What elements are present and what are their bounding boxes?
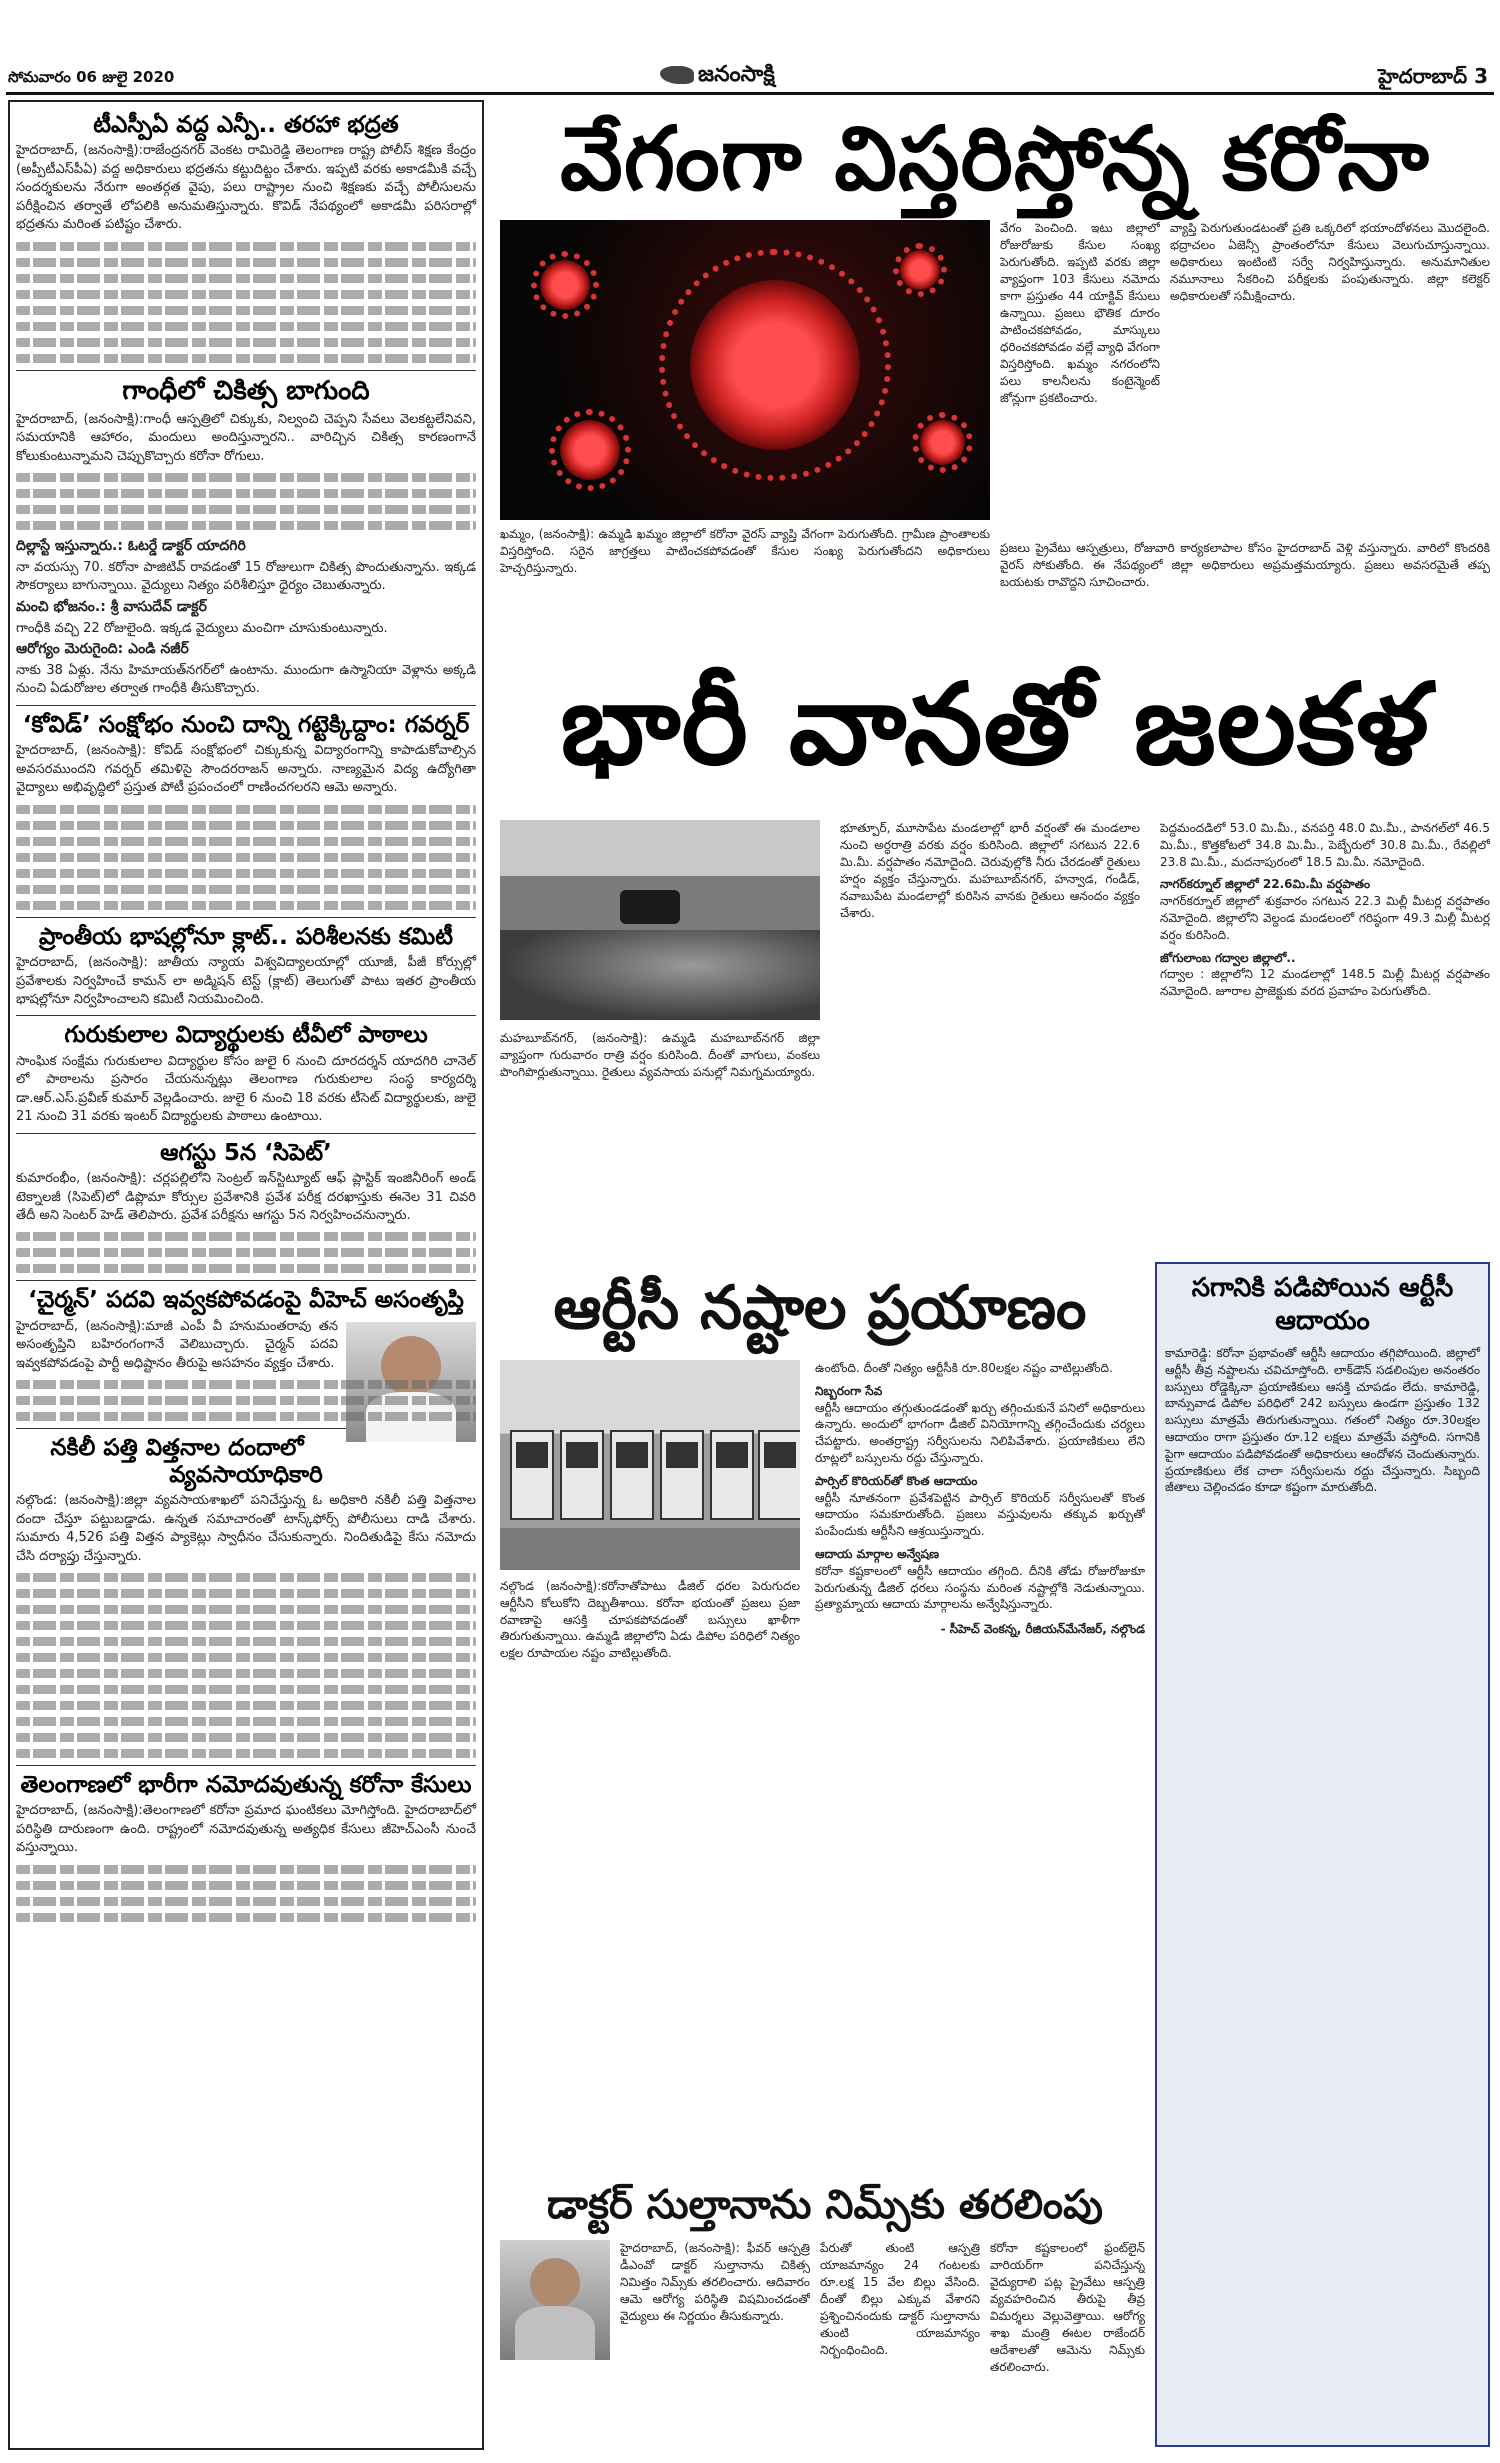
article-title: తెలంగాణలో భారీగా నమోదవుతున్న కరోనా కేసులు [16, 1765, 476, 1798]
rtc-byline: - సీహెచ్‌ వెంకన్న, రీజియన్‌మేనేజర్‌, నల్గొండ [940, 1622, 1145, 1637]
article-subhead: దిల్లాస్టే ఇస్తున్నారు.: ఓటర్డే డాక్టర్ యాదగిరి [16, 537, 246, 554]
rtc-caption: నల్గొండ (జనంసాక్షి):కరోనాతోపాటు డీజిల్‌ ధరల పెరుగుదల ఆర్టీసీని కోలుకోని దెబ్బతీశాయి. కరోనా భయంతో ప్రజలు ప్రజా రవాణాపై ఆసక్తి చూపకపోవడంతో బస్సులు ఖాళీగా తిరుగుతున్నాయి. ఉమ్మడి జిల్లాలోని ఏడు డిపోల పరిధిలో నిత్యం లక్షల రూపాయల నష్టం వాటిల్లుతోంది. [500, 1579, 800, 1661]
article-title: టీఎస్పీఏ వద్ద ఎన్పీ.. తరహా భద్రత [93, 112, 399, 138]
rtc-subhead: నిబ్బరంగా సేవ [815, 1383, 883, 1398]
paper-logo [660, 62, 775, 92]
rtc-sidebox [1155, 1262, 1490, 2447]
headline-rtc: ఆర్టీసీ నష్టాల ప్రయాణం [553, 1273, 1087, 1343]
corona-text-col-3: ప్రజలు ప్రైవేటు ఆస్పత్రులు, రోజువారి కార్యకలాపాల కోసం హైదరాబాద్‌ వెళ్లి వస్తున్నారు. వారిలో కొందరికి వైరస్‌ సోకుతోంది. ఈ నేపథ్యంలో జిల్లా అధికారులు అప్రమత్తమయ్యారు. ప్రజలు అవసరమైతే తప్ప బయటకు రావొద్దని సూచించారు. [1000, 541, 1490, 590]
article-body: నా వయస్సు 70. కరోనా పాజిటివ్‌ రావడంతో 15 రోజులుగా చికిత్స పొందుతున్నాను. ఇక్కడ సౌకర్యాలు బాగున్నాయి. వైద్యులు నిత్యం పరిశీలిస్తూ ధైర్యం చెబుతున్నారు. [16, 559, 476, 594]
article-body: నాకు 38 ఏళ్లు. నేను హిమాయత్‌నగర్‌లో ఉంటాను. ముందుగా ఉస్మానియా వెళ్లాను అక్కడి నుంచి ఏడురోజుల తర్వాత గాంధీకి తీసుకొచ్చారు. [16, 662, 476, 697]
edition-city: హైదరాబాద్ 3 [1378, 64, 1488, 88]
article-body: హైదరాబాద్‌, (జనంసాక్షి): జాతీయ న్యాయ విశ్వవిద్యాలయాల్లో యూజీ, పీజీ కోర్సుల్లో ప్రవేశాలకు నిర్వహించే కామన్‌ లా అడ్మిషన్‌ టెస్ట్‌ (క్లాట్‌) తెలుగుతో పాటు ఇతర ప్రాంతీయ భాషల్లోనూ నిర్వహించాలని కమిటీ నియమించింది. [16, 955, 476, 1007]
masthead [0, 0, 1500, 92]
bird-logo-icon [660, 66, 694, 84]
left-column [8, 100, 484, 2450]
article-body: హైదరాబాద్‌, (జనంసాక్షి):గాంధీ ఆస్పత్రిలో చిక్కుకు, నిల్వంచి చెప్పని సేవలు వెలకట్టలేనివని, సమయానికి ఆహారం, మందులు అందిస్తున్నారని.. వారిచ్చిన చికిత్స కారణంగానే కోలుకుంటున్నామని చెప్పుకొచ్చారు కరోనా రోగులు. [16, 411, 476, 464]
issue-date: సోమవారం 06 జులై 2020 [8, 68, 175, 86]
virus-photo [500, 220, 990, 520]
article-body: నల్గొండ: (జనంసాక్షి):జిల్లా వ్యవసాయశాఖలో పనిచేస్తున్న ఓ అధికారి నకిలీ పత్తి విత్తనాల దందా చేస్తూ పట్టుబడ్డాడు. ఉన్నత సమాచారంతో టాస్క్‌ఫోర్స్‌ పోలీసులు దాడి చేశారు. సుమారు 4,526 పత్తి విత్తన ప్యాకెట్లు స్వాధీనం చేసుకున్నారు. నిందితుడిపై కేసు నమోదు చేసి దర్యాప్తు చేస్తున్నారు. [16, 1493, 476, 1564]
rain-subhead: జోగులాంబ గద్వాల జిల్లాలో.. [1160, 950, 1296, 965]
text-lines [16, 473, 476, 530]
article-title: గురుకులాల విద్యార్థులకు టీవీలో పాఠాలు [16, 1015, 476, 1048]
article-body: హైదరాబాద్‌, (జనంసాక్షి): కోవిడ్‌ సంక్షోభంలో చిక్కుకున్న విద్యారంగాన్ని కాపాడుకోవాల్సిన అవసరముందని గవర్నర్‌ తమిళిసై సౌందరరాజన్‌ అన్నారు. నాణ్యమైన విద్య ఉద్యోగితా వైద్యాలు అభివృద్ధిలో ప్రస్తుత పోటీ ప్రపంచంలో రాణించగలరని ఆమె అన్నారు. [16, 743, 476, 796]
rtc-subhead: పార్సిల్‌ కొరియర్‌తో కొంత ఆదాయం [815, 1473, 978, 1488]
article-title: నకిలీ పత్తి విత్తనాల దందాలో వ్యవసాయాధికారి [16, 1428, 476, 1488]
article-body: హైదరాబాద్‌, (జనంసాక్షి):రాజేంద్రనగర్‌ వెంకట రామిరెడ్డి తెలంగాణ రాష్ట్ర పోలీస్‌ శిక్షణ కేంద్రం (అప్పీటీఎస్‌పీఏ) వద్ద అధికారులు భద్రతను కట్టుదిట్టం చేశారు. ఇప్పటి వరకు అకాడమీకి వచ్చే సందర్శకులను నేరుగా అంతర్గత వైపు, పలు రాష్ట్రాల నుంచి శిక్షణకు వచ్చే పోలీసులను పరీక్షించిన తర్వాతే లోపలికి అనుమతిస్తున్నారు. కొవిడ్‌ నేపథ్యంలో అకాడమీ పరిసరాల్లో భద్రతను మరింత పటిష్టం చేశారు. [16, 143, 476, 233]
sultana-text-col-2: పేరుతో తుంటి ఆస్పత్రి యాజమాన్యం 24 గంటలకు రూ.లక్ష 15 వేల బిల్లు వేసింది. దీంతో బిల్లు ఎక్కువ వేశారని ప్రశ్నించినందుకు డాక్టర్‌ సుల్తానాను తుంటి యాజమాన్యం నిర్బంధించింది. [820, 2241, 980, 2358]
bus-depot-photo [500, 1360, 800, 1570]
rain-text-col-2: పెద్దమందడిలో 53.0 మి.మీ., వనపర్తి 48.0 మి.మీ., పానగల్‌లో 46.5 మి.మీ., కొత్తకోటలో 34.8 మి.మీ., పెబ్బేరులో 30.8 మి.మీ., రేవల్లిలో 23.8 మి.మీ., మదనాపురంలో 18.5 మి.మీ. నమోదైంది. నాగర్‌కర్నూల్‌ జిల్లాలో 22.6మి.మీ వర్షపాతం నాగర్‌కర్నూల్‌ జిల్లాలో శుక్రవారం సగటున 22.3 మిల్లీ మీటర్ల వర్షపాతం నమోదైంది. జిల్లాలోని వెల్దండ మండలంలో గరిష్ఠంగా 49.3 మిల్లీ మీటర్ల వర్షం కురిసింది. జోగులాంబ గద్వాల జిల్లాలో.. గద్వాల : జిల్లాలోని 12 మండలాల్లో 148.5 మిల్లీ మీటర్ల వర్షపాతం నమోదైంది. జూరాల ప్రాజెక్టుకు వరద ప్రవాహం పెరుగుతోంది. [1160, 821, 1490, 999]
paper-name: జనంసాక్షి [698, 62, 775, 87]
rtc-text-col: ఉంటోంది. దీంతో నిత్యం ఆర్టీసీకి రూ.80లక్షల నష్టం వాటిల్లుతోంది. నిబ్బరంగా సేవ ఆర్టీసీ ఆదాయం తగ్గుతుండడంతో ఖర్చు తగ్గించుకునే పనిలో అధికారులు ఉన్నారు. అందులో భాగంగా డీజిల్‌ వినియోగాన్ని తగ్గించేందుకు చర్యలు చేపట్టారు. అంతర్రాష్ట్ర సర్వీసులను నిలిపివేశారు. ప్రయాణికులు లేని రూట్లలో బస్సులను రద్దు చేస్తున్నారు. పార్సిల్‌ కొరియర్‌తో కొంత ఆదాయం ఆర్టీసీ నూతనంగా ప్రవేశపెట్టిన పార్సిల్‌ కొరియర్‌ సర్వీసులతో కొంత ఆదాయం సమకూరుతోంది. ప్రజలు వస్తువులను తక్కువ ఖర్చుతో పంపేందుకు ఆర్టీసీని ఆశ్రయిస్తున్నారు. ఆదాయ మార్గాల అన్వేషణ కరోనా కష్టకాలంలో ఆర్టీసీ ఆదాయం తగ్గింది. దీనికి తోడు రోజురోజుకూ పెరుగుతున్న డీజిల్‌ ధరలు సంస్థను మరింత నష్టాల్లోకి నెడుతున్నాయి. ప్రత్యామ్నాయ ఆదాయ మార్గాలను అన్వేషిస్తున్నారు. - సీహెచ్‌ వెంకన్న, రీజియన్‌మేనేజర్‌, నల్గొండ [815, 1361, 1145, 1637]
article-title: ఆగస్టు 5న ‘సిపెట్‌’ [16, 1133, 476, 1166]
article-body: కుమారంభీం, (జనంసాక్షి): చర్లపల్లిలోని సెంట్రల్‌ ఇన్‌స్టిట్యూట్‌ ఆఫ్‌ ప్లాస్టిక్‌ ఇంజినీరింగ్‌ అండ్‌ టెక్నాలజీ (సిపెట్‌)లో డిప్లొమా కోర్సుల ప్రవేశానికి ప్రవేశ పరీక్ష దరఖాస్తుకు ఈనెల 31 చివరి తేదీ అని సెంటర్‌ హెడ్‌ తెలిపారు. ప్రవేశ పరీక్షను ఆగస్టు 5న నిర్వహించనున్నారు. [16, 1171, 476, 1224]
article-title: ‘కోవిడ్‌’ సంక్షోభం నుంచి దాన్ని గట్టెక్కిద్దాం: గవర్నర్‌ [16, 705, 476, 738]
article-body: సాంఘిక సంక్షేమ గురుకులాల విద్యార్థుల కోసం జులై 6 నుంచి దూరదర్శన్‌ యాదగిరి చానెల్‌ లో పాఠాలను ప్రసారం చేయనున్నట్లు తెలంగాణ గురుకులాల సంస్థ కార్యదర్శి డా.ఆర్‌.ఎస్‌.ప్రవీణ్‌ కుమార్‌ వెల్లడించారు. జులై 6 నుంచి 18 వరకు టీసెట్‌ విద్యార్థులకు, జులై 21 నుంచి 31 వరకు ఇంటర్‌ విద్యార్థులకు పాఠాలు ఉంటాయి. [16, 1053, 476, 1125]
masthead-rule [6, 92, 1494, 95]
article-title: ‘చైర్మన్‌’ పదవి ఇవ్వకపోవడంపై వీహెచ్‌ అసంతృప్తి [16, 1280, 476, 1313]
article-title: ప్రాంతీయ భాషల్లోనూ క్లాట్‌.. పరిశీలనకు కమిటీ [16, 917, 476, 950]
page-number: 3 [1474, 64, 1488, 88]
text-lines [16, 1232, 476, 1273]
corona-text-col-1: వేగం పెంచింది. ఇటు జిల్లాలో రోజురోజుకు కేసుల సంఖ్య పెరుగుతోంది. ఇప్పటి వరకు జిల్లా వ్యాప్తంగా 103 కేసులు నమోదు కాగా ప్రస్తుతం 44 యాక్టివ్‌ కేసులు ఉన్నాయి. ప్రజలు భౌతిక దూరం పాటించకపోవడం, మాస్కులు ధరించకపోవడం వల్లే వ్యాధి వేగంగా విస్తరిస్తోంది. ఖమ్మం నగరంలోని పలు కాలనీలను కంటైన్మెంట్‌ జోన్లుగా ప్రకటించారు. [1000, 221, 1160, 406]
article-subhead: ఆరోగ్యం మెరుగైంది: ఎండి నజీర్ [16, 641, 189, 658]
text-lines [16, 1573, 476, 1758]
sidebox-body: కామారెడ్డి: కరోనా ప్రభావంతో ఆర్టీసీ ఆదాయం తగ్గిపోయింది. జిల్లాలో ఆర్టీసీ తీవ్ర నష్టాలను చవిచూస్తోంది. లాక్‌డౌన్‌ సడలింపుల అనంతరం బస్సులు రోడ్డెక్కినా ప్రయాణికులు ఆసక్తి చూపడం లేదు. కామారెడ్డి, బాన్సువాడ డిపోల పరిధిలో 242 బస్సులు ఉండగా ప్రస్తుతం 132 బస్సులు మాత్రమే తిరుగుతున్నాయి. గతంలో నిత్యం రూ.30లక్షల ఆదాయం రాగా ప్రస్తుతం రూ.12 లక్షలు మాత్రమే వస్తోంది. సగానికి పైగా ఆదాయం పడిపోవడంతో అధికారులు ఆందోళన చెందుతున్నారు. ప్రయాణికులు లేక చాలా సర్వీసులను రద్దు చేస్తున్నారు. సిబ్బంది జీతాలు చెల్లించడం కూడా కష్టంగా మారుతోంది. [1165, 1346, 1480, 1495]
text-lines [16, 1865, 476, 1922]
article-body: హైదరాబాద్‌, (జనంసాక్షి):మాజీ ఎంపీ వీ హనుమంతరావు తన అసంతృప్తిని బహిరంగంగానే వెలిబుచ్చారు. చైర్మన్‌ పదవి ఇవ్వకపోవడంపై పార్టీ అధిష్టానం తీరుపై అసహనం వ్యక్తం చేశారు. [16, 1318, 338, 1371]
text-lines [16, 1380, 476, 1421]
rain-text-col-1: భూత్పూర్‌, మూసాపేట మండలాల్లో భారీ వర్షంతో ఈ మండలాల నుంచి అర్ధరాత్రి వరకు వర్షం కురిసింది. జిల్లాలో సగటున 22.6 మి.మీ. వర్షపాతం నమోదైంది. చెరువుల్లోకి నీరు చేరడంతో రైతులు హర్షం వ్యక్తం చేస్తున్నారు. మహబూబ్‌నగర్‌, హన్వాడ, గండీడ్‌, నవాబుపేట మండలాల్లో కురిసిన వానకు రైతులు ఆనందం వ్యక్తం చేశారు. [840, 821, 1140, 921]
text-lines [16, 805, 476, 910]
sultana-text-col-3: కరోనా కష్టకాలంలో ఫ్రంట్‌లైన్‌ వారియర్‌గా పనిచేస్తున్న వైద్యురాలి పట్ల ప్రైవేటు ఆస్పత్రి వ్యవహరించిన తీరుపై తీవ్ర విమర్శలు వెల్లువెత్తాయి. ఆరోగ్య శాఖ మంత్రి ఈటల రాజేందర్‌ ఆదేశాలతో ఆమెను నిమ్స్‌కు తరలించారు. [990, 2241, 1145, 2375]
rtc-subhead: ఆదాయ మార్గాల అన్వేషణ [815, 1546, 940, 1561]
text-lines [16, 242, 476, 363]
headline-corona: వేగంగా విస్తరిస్తోన్న కరోనా [560, 107, 1430, 210]
article-body: హైదరాబాద్‌, (జనంసాక్షి):తెలంగాణలో కరోనా ప్రమాద ఘంటికలు మోగిస్తోంది. హైదరాబాద్‌లో పరిస్థితి దారుణంగా ఉంది. రాష్ట్రంలో నమోదవుతున్న అత్యధిక కేసులు జీహెచ్‌ఎంసీ నుంచే వస్తున్నాయి. [16, 1803, 476, 1856]
article-body: గాంధీకి వచ్చి 22 రోజులైంది. ఇక్కడ వైద్యులు మంచిగా చూసుకుంటున్నారు. [16, 620, 388, 636]
corona-text-col-2: వ్యాప్తి పెరుగుతుండటంతో ప్రతి ఒక్కరిలో భయాందోళనలు మొదలైంది. భద్రాచలం ఏజెన్సీ ప్రాంతంలోనూ కేసులు వెలుగుచూస్తున్నాయి. అధికారులు ఇంటింటి సర్వే నిర్వహిస్తున్నారు. అనుమానితుల నమూనాలు సేకరించి పరీక్షలకు పంపుతున్నారు. జిల్లా కలెక్టర్‌ అధికారులతో సమీక్షించారు. [1170, 221, 1490, 304]
headline-rain: భారీ వానతో జలకళ [560, 660, 1430, 790]
article-title: గాంధీలో చికిత్స బాగుంది [16, 370, 476, 407]
article-subhead: మంచి భోజనం.: శ్రీ వాసుదేవ్ డాక్టర్ [16, 598, 207, 615]
field-photo [500, 820, 820, 1020]
sidebox-title: సగానికి పడిపోయిన ఆర్టీసీ ఆదాయం [1191, 1273, 1454, 1336]
doctor-photo [500, 2240, 610, 2360]
rain-subhead: నాగర్‌కర్నూల్‌ జిల్లాలో 22.6మి.మీ వర్షపాతం [1160, 877, 1371, 892]
sultana-text-col-1: హైదరాబాద్‌, (జనంసాక్షి): ఫీవర్‌ ఆస్పత్రి డీఎంవో డాక్టర్‌ సుల్తానాను చికిత్స నిమిత్తం నిమ్స్‌కు తరలించారు. ఆదివారం ఆమె ఆరోగ్య పరిస్థితి విషమించడంతో వైద్యులు ఈ నిర్ణయం తీసుకున్నారు. [620, 2241, 810, 2324]
headline-sultana: డాక్టర్‌ సుల్తానాను నిమ్స్‌కు తరలింపు [547, 2182, 1103, 2228]
rain-caption: మహబూబ్‌నగర్‌, (జనంసాక్షి): ఉమ్మడి మహబూబ్‌నగర్‌ జిల్లా వ్యాప్తంగా గురువారం రాత్రి వర్షం కురిసింది. దీంతో వాగులు, వంకలు పొంగిపొర్లుతున్నాయి. రైతులు వ్యవసాయ పనుల్లో నిమగ్నమయ్యారు. [500, 1031, 820, 1079]
corona-caption: ఖమ్మం, (జనంసాక్షి): ఉమ్మడి ఖమ్మం జిల్లాలో కరోనా వైరస్‌ వ్యాప్తి వేగంగా పెరుగుతోంది. గ్రామీణ ప్రాంతాలకు విస్తరిస్తోంది. సరైన జాగ్రత్తలు పాటించకపోవడంతో కేసుల సంఖ్య పెరుగుతోందని అధికారులు హెచ్చరిస్తున్నారు. [500, 527, 990, 575]
